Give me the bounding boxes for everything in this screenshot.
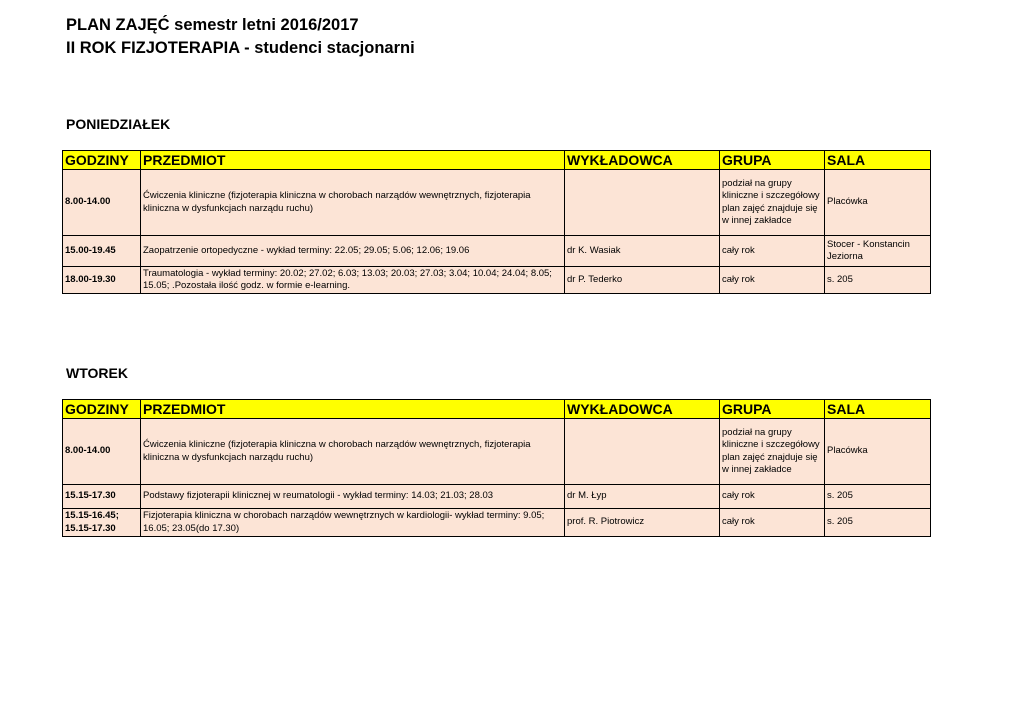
cell-subject: Traumatologia - wykład terminy: 20.02; 27.02; 6.03; 13.03; 20.03; 27.03; 3.04; 10.04; 24.04; 8.05; 15.05; .Pozostała ilość godz. w formie e-learning. (141, 267, 565, 294)
cell-room: Placówka (825, 170, 931, 236)
column-header-room: SALA (825, 151, 931, 170)
column-header-subject: PRZEDMIOT (141, 151, 565, 170)
cell-group: cały rok (720, 485, 825, 509)
table-row (63, 170, 931, 236)
table-header-row (63, 400, 931, 419)
column-header-lecturer: WYKŁADOWCA (565, 400, 720, 419)
table-row (63, 267, 931, 294)
cell-group: cały rok (720, 509, 825, 537)
cell-lecturer (565, 419, 720, 485)
cell-room: Stocer - Konstancin Jeziorna (825, 236, 931, 267)
cell-room: s. 205 (825, 267, 931, 294)
column-header-hours: GODZINY (63, 151, 141, 170)
cell-lecturer (565, 170, 720, 236)
table-row (63, 236, 931, 267)
cell-lecturer: dr M. Łyp (565, 485, 720, 509)
column-header-group: GRUPA (720, 400, 825, 419)
cell-hours: 8.00-14.00 (63, 419, 141, 485)
schedule-table-monday (62, 150, 931, 294)
cell-lecturer: prof. R. Piotrowicz (565, 509, 720, 537)
cell-subject: Zaopatrzenie ortopedyczne - wykład terminy: 22.05; 29.05; 5.06; 12.06; 19.06 (141, 236, 565, 267)
cell-group: podział na grupy kliniczne i szczegółowy plan zajęć znajduje się w innej zakładce (720, 170, 825, 236)
cell-hours: 15.15-17.30 (63, 485, 141, 509)
day-heading-tuesday: WTOREK (66, 365, 128, 381)
column-header-room: SALA (825, 400, 931, 419)
cell-hours: 15.15-16.45; 15.15-17.30 (63, 509, 141, 537)
cell-hours: 15.00-19.45 (63, 236, 141, 267)
cell-subject: Ćwiczenia kliniczne (fizjoterapia kliniczna w chorobach narządów wewnętrznych, fizjoterapia kliniczna w dysfunkcjach narządu ruchu) (141, 170, 565, 236)
table-row (63, 419, 931, 485)
cell-group: podział na grupy kliniczne i szczegółowy plan zajęć znajduje się w innej zakładce (720, 419, 825, 485)
column-header-lecturer: WYKŁADOWCA (565, 151, 720, 170)
day-heading-monday: PONIEDZIAŁEK (66, 116, 171, 132)
column-header-hours: GODZINY (63, 400, 141, 419)
cell-group: cały rok (720, 267, 825, 294)
schedule-table-tuesday (62, 399, 931, 537)
table-header-row (63, 151, 931, 170)
cell-lecturer: dr P. Tederko (565, 267, 720, 294)
cell-room: s. 205 (825, 509, 931, 537)
cell-lecturer: dr K. Wasiak (565, 236, 720, 267)
page-title-line1: PLAN ZAJĘĆ semestr letni 2016/2017 (66, 16, 359, 34)
cell-room: s. 205 (825, 485, 931, 509)
cell-subject: Podstawy fizjoterapii klinicznej w reumatologii - wykład terminy: 14.03; 21.03; 28.03 (141, 485, 565, 509)
cell-room: Placówka (825, 419, 931, 485)
column-header-subject: PRZEDMIOT (141, 400, 565, 419)
table-row (63, 509, 931, 537)
cell-group: cały rok (720, 236, 825, 267)
cell-subject: Ćwiczenia kliniczne (fizjoterapia kliniczna w chorobach narządów wewnętrznych, fizjoterapia kliniczna w dysfunkcjach narządu ruchu) (141, 419, 565, 485)
column-header-group: GRUPA (720, 151, 825, 170)
cell-subject: Fizjoterapia kliniczna w chorobach narządów wewnętrznych w kardiologii- wykład terminy: 9.05; 16.05; 23.05(do 17.30) (141, 509, 565, 537)
cell-hours: 8.00-14.00 (63, 170, 141, 236)
cell-hours: 18.00-19.30 (63, 267, 141, 294)
table-row (63, 485, 931, 509)
page-title-line2: II ROK FIZJOTERAPIA - studenci stacjonarni (66, 39, 415, 57)
